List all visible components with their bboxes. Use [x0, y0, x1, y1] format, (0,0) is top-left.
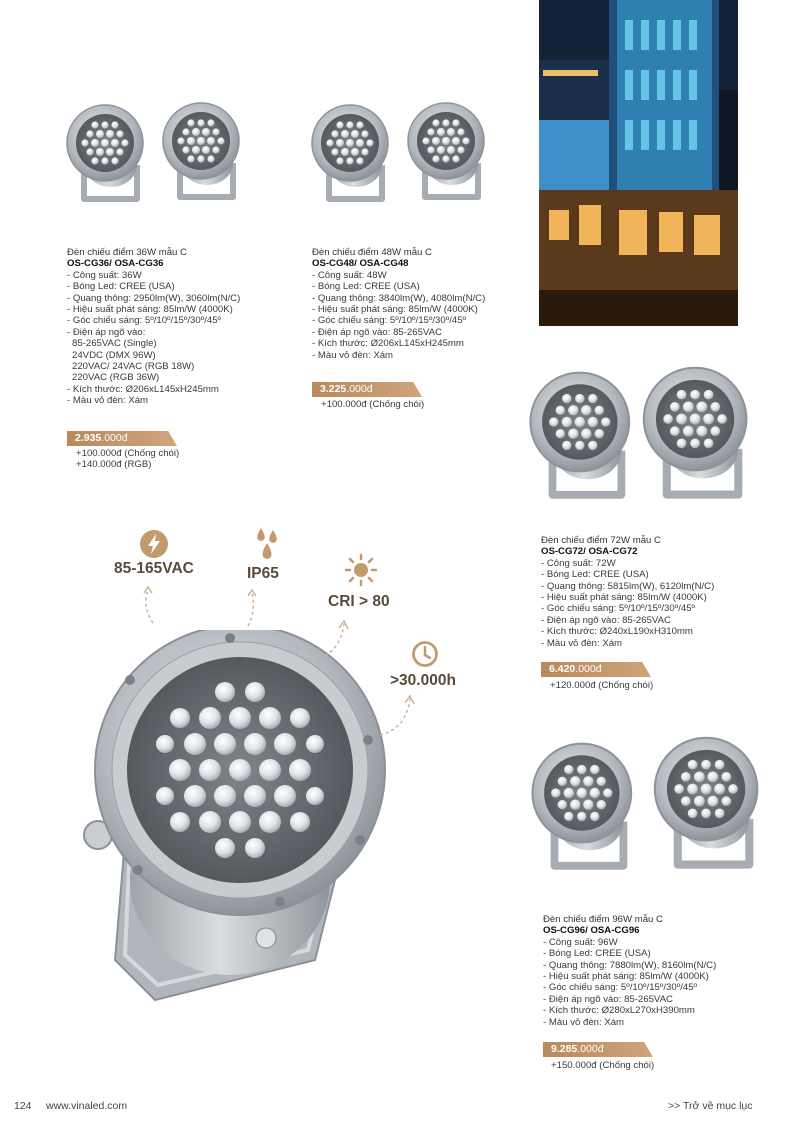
page-number: 124 [14, 1100, 32, 1112]
lightning-icon [139, 529, 169, 559]
spec-line: - Góc chiếu sáng: 5º/10º/15º/30º/45º [543, 982, 698, 994]
spec-line: - Quang thông: 3840lm(W), 4080lm(N/C) [312, 292, 486, 304]
feature-ip-rating: IP65 [247, 565, 279, 582]
spec-line: - Bóng Led: CREE (USA) [541, 569, 649, 581]
building-night-photo [539, 0, 738, 326]
spec-line: 220VAC (RGB 36W) [72, 372, 160, 384]
spec-line: - Góc chiếu sáng: 5º/10º/15º/30º/45º [312, 315, 467, 327]
product-spec-cg96 [543, 914, 716, 1028]
feature-voltage: 85-165VAC [114, 560, 194, 577]
product-spec-cg36 [67, 247, 240, 407]
spec-line: - Bóng Led: CREE (USA) [312, 281, 420, 293]
spec-line: - Quang thông: 2950lm(W), 3060lm(N/C) [67, 292, 241, 304]
product-title: Đèn chiếu điểm 36W mẫu C [67, 247, 187, 258]
spec-line: - Điện áp ngõ vào: 85-265VAC [541, 614, 671, 626]
feature-cri: CRI > 80 [328, 593, 390, 610]
product-image-cg72 [520, 365, 760, 525]
product-code: OS-CG96/ OSA-CG96 [543, 925, 640, 937]
price-value: 9.285 [551, 1043, 578, 1055]
spec-line: - Điện áp ngõ vào: 85-265VAC [543, 993, 673, 1005]
spec-line: - Màu vỏ đèn: Xám [312, 349, 394, 361]
arrow-icon [240, 588, 262, 628]
product-code: OS-CG48/ OSA-CG48 [312, 258, 409, 270]
spec-line: - Góc chiếu sáng: 5º/10º/15º/30º/45º [541, 603, 696, 615]
spec-line: - Hiệu suất phát sáng: 85lm/W (4000K) [541, 592, 707, 604]
product-code: OS-CG72/ OSA-CG72 [541, 546, 638, 558]
product-spec-cg48 [312, 247, 485, 361]
clock-icon [411, 640, 439, 668]
price-extra: +100.000đ (Chống chói) [76, 448, 180, 459]
price-extra: +120.000đ (Chống chói) [550, 680, 654, 691]
spec-line: 24VDC (DMX 96W) [72, 349, 156, 361]
spec-line: - Công suất: 72W [541, 557, 616, 569]
price-suffix: .000đ [577, 1043, 604, 1055]
spec-line: - Bóng Led: CREE (USA) [67, 281, 175, 293]
sun-icon [344, 553, 378, 587]
spec-line: - Công suất: 48W [312, 269, 387, 281]
product-image-cg96 [522, 735, 762, 900]
arrow-icon [310, 618, 350, 662]
spec-line: - Hiệu suất phát sáng: 85lm/W (4000K) [67, 304, 233, 316]
spec-line: - Quang thông: 7880lm(W), 8160lm(N/C) [543, 959, 717, 971]
product-title: Đèn chiếu điểm 96W mẫu C [543, 914, 663, 925]
product-image-cg36 [55, 95, 250, 215]
spec-line: - Màu vỏ đèn: Xám [67, 395, 149, 407]
price-value: 2.935 [75, 432, 102, 444]
price-value: 6.420 [549, 663, 576, 675]
spec-line: - Bóng Led: CREE (USA) [543, 948, 651, 960]
price-extras-cg96 [551, 1060, 654, 1071]
water-drops-icon [253, 526, 281, 562]
price-value: 3.225 [320, 383, 347, 395]
price-extras-cg72 [550, 680, 653, 691]
product-spec-cg72 [541, 535, 714, 649]
featured-lamp-image [70, 630, 400, 1020]
arrow-icon [138, 585, 160, 625]
back-to-contents-link[interactable]: >> Trở về mục lục [668, 1100, 753, 1112]
spec-line: - Kích thước: Ø206xL145xH245mm [67, 383, 219, 395]
price-extra: +150.000đ (Chống chói) [551, 1060, 655, 1071]
spec-line: - Công suất: 96W [543, 936, 618, 948]
spec-line: - Công suất: 36W [67, 269, 142, 281]
website-link[interactable]: www.vinaled.com [46, 1100, 128, 1112]
spec-line: - Màu vỏ đèn: Xám [543, 1016, 625, 1028]
spec-line: - Quang thông: 5815lm(W), 6120lm(N/C) [541, 580, 715, 592]
price-tag-cg96 [543, 1042, 653, 1057]
spec-line: - Hiệu suất phát sáng: 85lm/W (4000K) [543, 971, 709, 983]
price-suffix: .000đ [575, 663, 602, 675]
price-tag-cg36 [67, 431, 177, 446]
spec-line: - Kích thước: Ø206xL145xH245mm [312, 338, 464, 350]
arrow-icon [376, 693, 416, 737]
price-tag-cg48 [312, 382, 422, 397]
spec-line: - Điện áp ngõ vào: [67, 326, 146, 338]
price-extra: +100.000đ (Chống chói) [321, 399, 425, 410]
spec-line: - Hiệu suất phát sáng: 85lm/W (4000K) [312, 304, 478, 316]
product-title: Đèn chiếu điểm 72W mẫu C [541, 535, 661, 546]
spec-line: - Kích thước: Ø280xL270xH390mm [543, 1005, 695, 1017]
price-suffix: .000đ [346, 383, 373, 395]
spec-line: - Màu vỏ đèn: Xám [541, 637, 623, 649]
price-extra: +140.000đ (RGB) [76, 459, 152, 471]
spec-line: - Điện áp ngõ vào: 85-265VAC [312, 326, 442, 338]
product-title: Đèn chiếu điểm 48W mẫu C [312, 247, 432, 258]
spec-line: 85-265VAC (Single) [72, 338, 157, 350]
price-suffix: .000đ [101, 432, 128, 444]
feature-lifetime: >30.000h [390, 672, 456, 689]
price-extras-cg48 [321, 399, 424, 410]
price-extras-cg36 [76, 448, 179, 470]
product-code: OS-CG36/ OSA-CG36 [67, 258, 164, 270]
spec-line: - Góc chiếu sáng: 5º/10º/15º/30º/45º [67, 315, 222, 327]
spec-line: 220VAC/ 24VAC (RGB 18W) [72, 361, 195, 373]
product-image-cg48 [300, 95, 495, 215]
spec-line: - Kích thước: Ø240xL190xH310mm [541, 626, 693, 638]
price-tag-cg72 [541, 662, 651, 677]
